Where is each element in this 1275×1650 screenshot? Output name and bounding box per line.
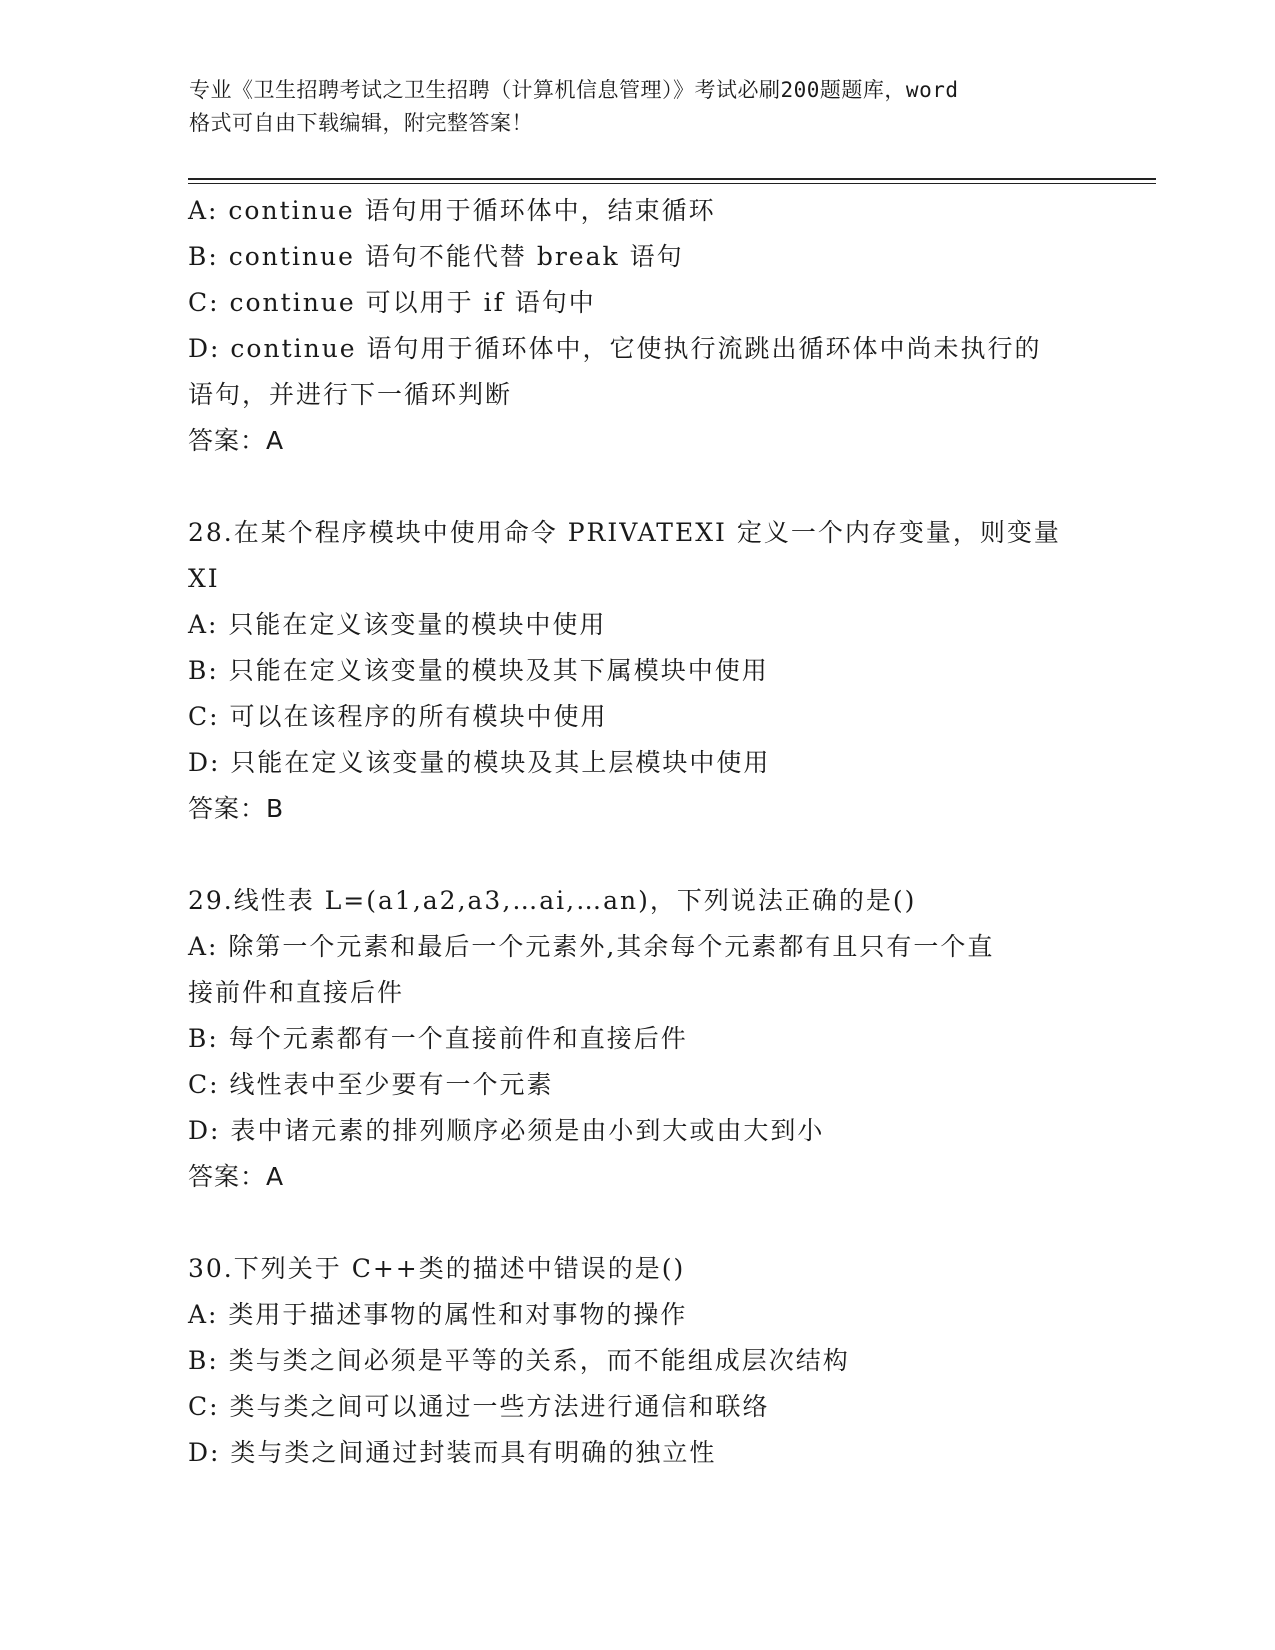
option-d: D: continue 语句用于循环体中，它使执行流跳出循环体中尚未执行的 — [188, 334, 1042, 363]
answer: 答案：A — [188, 426, 285, 455]
header-line-2: 格式可自由下载编辑，附完整答案！ — [189, 111, 533, 135]
question-list — [188, 188, 1088, 1476]
option-a: A: 只能在定义该变量的模块中使用 — [188, 610, 607, 639]
header-line-1: 专业《卫生招聘考试之卫生招聘（计算机信息管理）》考试必刷200题题库，word — [189, 78, 959, 102]
answer: 答案：A — [188, 1162, 285, 1191]
question-stem: 29.线性表 L=(a1,a2,a3,…ai,…an)，下列说法正确的是() — [188, 886, 917, 915]
option-c: C: continue 可以用于 if 语句中 — [188, 288, 596, 317]
option-b: B: 每个元素都有一个直接前件和直接后件 — [188, 1024, 688, 1053]
option-a: A: 类用于描述事物的属性和对事物的操作 — [188, 1300, 688, 1329]
question-28 — [188, 510, 1088, 832]
question-stem: 28.在某个程序模块中使用命令 PRIVATEXI 定义一个内存变量，则变量 — [188, 518, 1061, 547]
option-d-continued: 语句，并进行下一循环判断 — [188, 380, 513, 409]
option-d: D: 类与类之间通过封装而具有明确的独立性 — [188, 1438, 717, 1467]
option-b: B: 类与类之间必须是平等的关系，而不能组成层次结构 — [188, 1346, 850, 1375]
question-30 — [188, 1246, 1088, 1476]
option-c: C: 类与类之间可以通过一些方法进行通信和联络 — [188, 1392, 770, 1421]
question-spacer — [188, 1200, 1088, 1246]
question-spacer — [188, 832, 1088, 878]
question-stem: 30.下列关于 C++类的描述中错误的是() — [188, 1254, 686, 1283]
header-divider-thin — [188, 183, 1156, 184]
option-d: D: 只能在定义该变量的模块及其上层模块中使用 — [188, 748, 771, 777]
option-b: B: 只能在定义该变量的模块及其下属模块中使用 — [188, 656, 769, 685]
question-spacer — [188, 464, 1088, 510]
option-a: A: 除第一个元素和最后一个元素外,其余每个元素都有且只有一个直 — [188, 932, 995, 961]
option-c: C: 线性表中至少要有一个元素 — [188, 1070, 554, 1099]
option-d: D: 表中诸元素的排列顺序必须是由小到大或由大到小 — [188, 1116, 825, 1145]
header-divider-thick — [188, 178, 1156, 180]
option-a: A: continue 语句用于循环体中，结束循环 — [188, 196, 716, 225]
question-27 — [188, 188, 1088, 464]
question-stem-continued: XI — [188, 564, 220, 593]
option-a-continued: 接前件和直接后件 — [188, 978, 405, 1007]
option-b: B: continue 语句不能代替 break 语句 — [188, 242, 684, 271]
document-header — [189, 74, 1089, 140]
answer: 答案：B — [188, 794, 285, 823]
option-c: C: 可以在该程序的所有模块中使用 — [188, 702, 608, 731]
question-29 — [188, 878, 1088, 1200]
